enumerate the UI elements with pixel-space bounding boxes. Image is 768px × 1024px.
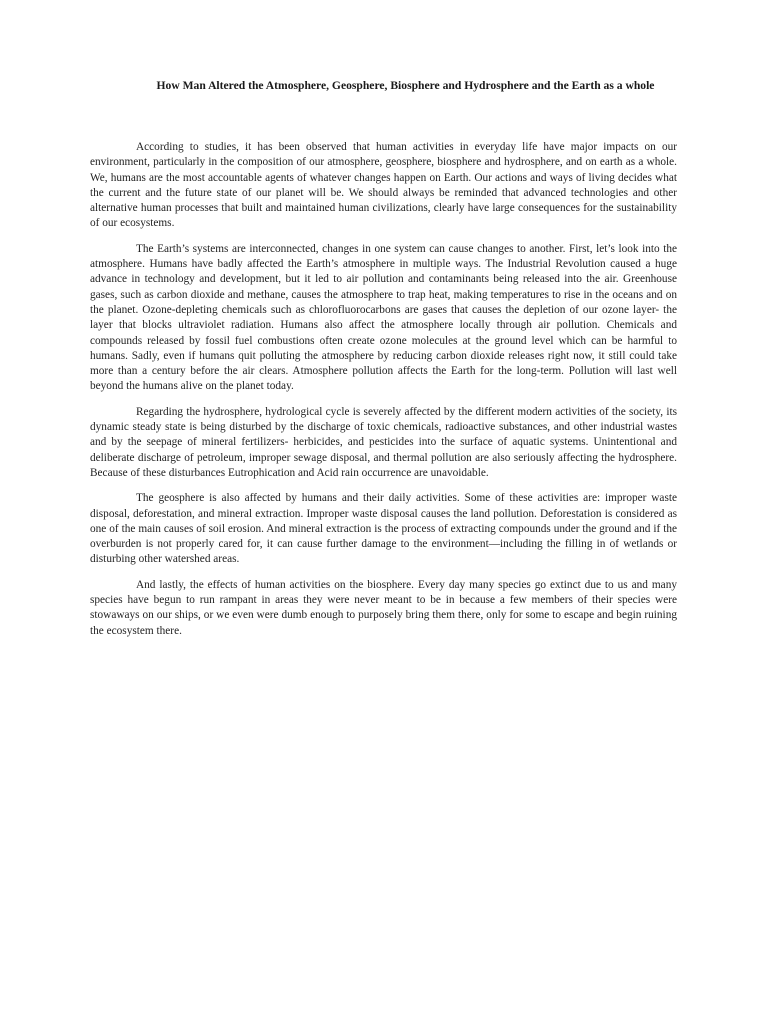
document-body <box>90 140 677 649</box>
paragraph-geosphere: The geosphere is also affected by humans and their daily activities. Some of these activities are: improper waste disposal, deforestation, and mineral extraction. Improper waste disposal causes the land pollution. Deforestation is considered as one of the main causes of soil erosion. And mineral extraction is the process of extracting compounds under the ground and if the overburden is not properly cared for, it can cause further damage to the environment—including the filling in of wetlands or disturbing other watershed areas. <box>90 492 677 566</box>
paragraph-atmosphere: The Earth’s systems are interconnected, changes in one system can cause changes to another. First, let’s look into the atmosphere. Humans have badly affected the Earth’s atmosphere in multiple ways. The Industrial Revolution caused a huge advance in technology and development, but it led to air pollution and contaminants being released into the air. Greenhouse gases, such as carbon dioxide and methane, causes the atmosphere to trap heat, making temperatures to rise in the oceans and on the planet. Ozone-depleting chemicals such as chlorofluorocarbons are gases that causes the depletion of our ozone layer- the layer that blocks ultraviolet radiation. Humans also affect the atmosphere locally through air pollution. Chemicals and compounds released by fossil fuel combustions often create ozone molecules at the ground level which can be harmful to humans. Sadly, even if humans quit polluting the atmosphere by reducing carbon dioxide releases right now, it still could take more than a century before the air clears. Atmosphere pollution affects the Earth for the long-term. Pollution will last well beyond the humans alive on the planet today. <box>90 242 677 393</box>
paragraph-hydrosphere: Regarding the hydrosphere, hydrological cycle is severely affected by the different modern activities of the society, its dynamic steady state is being disturbed by the discharge of toxic chemicals, radioactive substances, and other industrial wastes and by the seepage of mineral fertilizers- herbicides, and pesticides into the surface of aquatic systems. Unintentional and deliberate discharge of petroleum, improper sewage disposal, and thermal pollution are also seriously affecting the hydrosphere. Because of these disturbances Eutrophication and Acid rain occurrence are unavoidable. <box>90 405 677 479</box>
paragraph-introduction: According to studies, it has been observed that human activities in everyday life have major impacts on our environment, particularly in the composition of our atmosphere, geosphere, biosphere and hydrosphere, and on earth as a whole. We, humans are the most accountable agents of whatever changes happen on Earth. Our actions and ways of living decides what the current and the future state of our planet will be. We should always be reminded that advanced technologies and other alternative human processes that built and maintained human civilizations, clearly have large consequences for the sustainability of our ecosystems. <box>90 141 677 230</box>
paragraph-biosphere: And lastly, the effects of human activities on the biosphere. Every day many species go extinct due to us and many species have begun to run rampant in areas they were never meant to be in because a few members of their species were stowaways on our ships, or we even were dumb enough to purposely bring them there, only for some to escape and begin ruining the ecosystem there. <box>90 578 677 637</box>
document-title: How Man Altered the Atmosphere, Geosphere, Biosphere and Hydrosphere and the Earth as a whole <box>156 79 655 92</box>
